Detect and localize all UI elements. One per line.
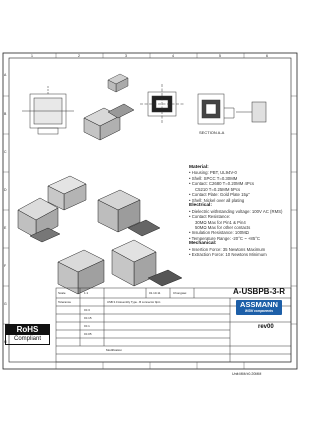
border-zone-number: 1 (31, 54, 33, 58)
border-zone-letter: A (4, 73, 7, 77)
electrical-item: • Dielectric withstanding voltage: 100V AC (RMS) (189, 209, 295, 214)
material-item: • Housing: PBT, UL94V-0 (189, 170, 295, 175)
drawing-date: 01.10.11 (149, 291, 161, 295)
electrical-item: 30MΩ Max for Pin1 & Pin4 (195, 219, 246, 225)
electrical-item: • Insulation Resistance: 100MΩ (189, 230, 295, 235)
specifications-block (189, 165, 295, 258)
part-number: A-USBPB-3-R (233, 287, 285, 296)
border-zone-letter: G (4, 302, 7, 306)
tolerance-value: ±0.15 (84, 316, 92, 320)
logo-name: ASSMANN (240, 300, 278, 309)
assmann-logo (236, 300, 282, 315)
border-zone-letter: C (4, 150, 7, 154)
border-zone-letter: B (4, 112, 7, 116)
border-zone-letter: H (4, 340, 7, 344)
rohs-title: RoHS (6, 325, 49, 335)
revision: rev00 (258, 324, 274, 330)
tolerance-value: ±0.1 (84, 324, 90, 328)
material-item: C5210 T=0.25MM 5Pcs (195, 186, 241, 192)
electrical-item: 50MΩ Max for other contacts (195, 224, 251, 230)
material-heading: Material: (189, 165, 209, 170)
mechanical-item: • Extraction Force: 10 Newtons Minimum (189, 252, 295, 257)
tolerance-value: ±0.3 (84, 308, 90, 312)
logo-subtitle: WSW components (245, 309, 273, 313)
electrical-heading: Electrical: (189, 203, 212, 209)
electrical-item: • Contact Resistance: (189, 214, 295, 219)
material-item: • Shell: Nickel over all plating (189, 198, 295, 203)
border-zone-number: 3 (125, 54, 127, 58)
border-zone-number: 6 (266, 54, 268, 58)
electrical-item: • Temperature Range: -20°C ~ +85°C (189, 236, 295, 241)
material-item: • Contact Plate: Gold Plate 15μ" (189, 192, 295, 197)
border-zone-letter: F (4, 264, 7, 268)
tolerance-value: ±0.05 (84, 332, 92, 336)
tolerance-label: Tolerance (58, 300, 72, 304)
border-zone-letter: D (4, 188, 7, 192)
scale-value: 1:1 (84, 291, 89, 295)
scale-label: Scale (58, 291, 66, 295)
mechanical-item: • Insertion Force: 35 Newtons Maximum (189, 247, 295, 252)
mechanical-heading: Mechanical: (189, 241, 217, 247)
modification-label: Modification (106, 348, 123, 352)
rohs-subtitle: Compliant (13, 336, 41, 342)
border-zone-number: 4 (172, 54, 174, 58)
border-zone-letter: E (4, 226, 7, 230)
rohs-badge (5, 324, 50, 345)
material-item: • Contact: C2680 T=0.20MM 4Pcs (189, 181, 295, 186)
section-label: SECTION A-A (199, 130, 225, 135)
material-item: • Shell: SPCC T=0.30MM (189, 176, 295, 181)
unit-note: Unit:MM/±0.20MM (232, 372, 262, 376)
border-zone-number: 5 (219, 54, 221, 58)
border-zone-number: 2 (78, 54, 80, 58)
drawing-description: USB 3.0 Assembly Type.. B connector 9pin (107, 300, 161, 304)
drawn-by: Chongwei (173, 291, 187, 295)
